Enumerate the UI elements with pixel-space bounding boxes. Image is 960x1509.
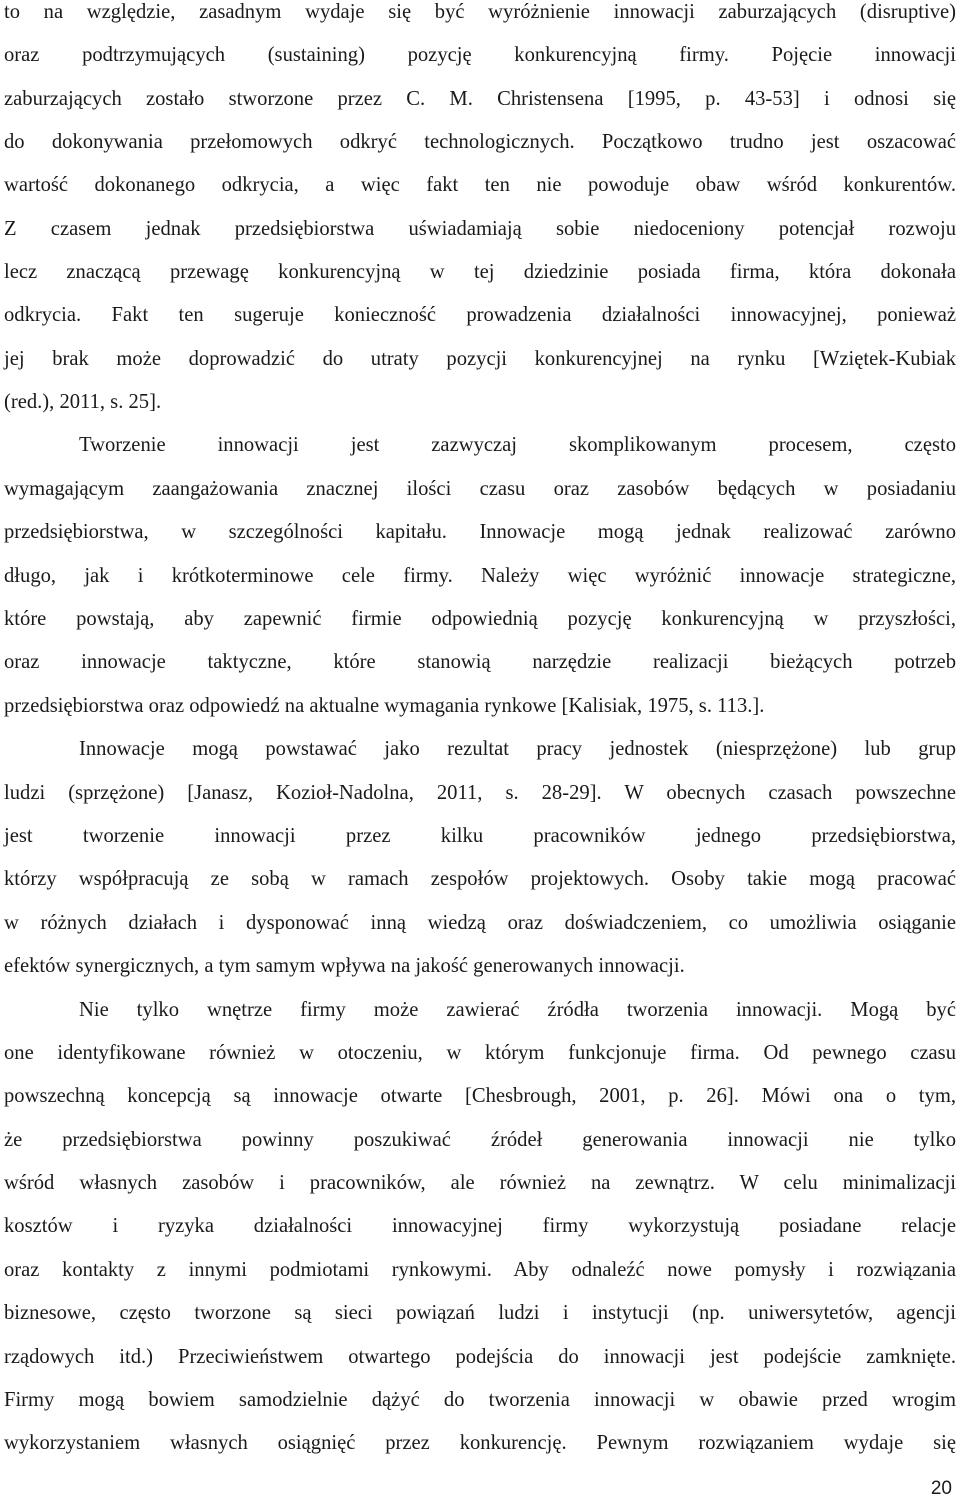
text-line: Firmy mogą bowiem samodzielnie dążyć do tworzenia innowacji w obawie przed wrogim [4,1389,956,1411]
paragraph-first-line: Nie tylko wnętrze firmy może zawierać źródła tworzenia innowacji. Mogą być [79,999,956,1021]
text-line: rządowych itd.) Przeciwieństwem otwartego podejścia do innowacji jest podejście zamknięte. [4,1346,956,1368]
text-line: wśród własnych zasobów i pracowników, ale również na zewnątrz. W celu minimalizacji [4,1172,956,1194]
text-line: długo, jak i krótkoterminowe cele firmy. Należy więc wyróżnić innowacje strategiczne, [4,565,956,587]
text-line: lecz znaczącą przewagę konkurencyjną w tej dziedzinie posiada firma, która dokonała [4,261,956,283]
text-line: to na względzie, zasadnym wydaje się być wyróżnienie innowacji zaburzających (disruptive) [4,1,956,23]
text-line: kosztów i ryzyka działalności innowacyjnej firmy wykorzystują posiadane relacje [4,1215,956,1237]
text-line: wartość dokonanego odkrycia, a więc fakt ten nie powoduje obaw wśród konkurentów. [4,174,956,196]
text-line: do dokonywania przełomowych odkryć technologicznych. Początkowo trudno jest oszacować [4,131,956,153]
text-line: oraz kontakty z innymi podmiotami rynkowymi. Aby odnaleźć nowe pomysły i rozwiązania [4,1259,956,1281]
paragraph-first-line: Innowacje mogą powstawać jako rezultat pracy jednostek (niesprzężone) lub grup [79,738,956,760]
text-line: jest tworzenie innowacji przez kilku pracowników jednego przedsiębiorstwa, [4,825,956,847]
text-line: ludzi (sprzężone) [Janasz, Kozioł-Nadolna, 2011, s. 28-29]. W obecnych czasach powszechne [4,782,956,804]
text-line: biznesowe, często tworzone są sieci powiązań ludzi i instytucji (np. uniwersytetów, agencji [4,1302,956,1324]
paragraph-first-line: Tworzenie innowacji jest zazwyczaj skomplikowanym procesem, często [79,434,956,456]
text-line: one identyfikowane również w otoczeniu, w którym funkcjonuje firma. Od pewnego czasu [4,1042,956,1064]
text-line: Z czasem jednak przedsiębiorstwa uświadamiają sobie niedoceniony potencjał rozwoju [4,218,956,240]
text-line: wymagającym zaangażowania znacznej ilości czasu oraz zasobów będących w posiadaniu [4,478,956,500]
text-line: powszechną koncepcją są innowacje otwarte [Chesbrough, 2001, p. 26]. Mówi ona o tym, [4,1085,956,1107]
paragraph-last-line: przedsiębiorstwa oraz odpowiedź na aktualne wymagania rynkowe [Kalisiak, 1975, s. 113.]. [4,695,765,717]
text-line: w różnych działach i dysponować inną wiedzą oraz doświadczeniem, co umożliwia osiąganie [4,912,956,934]
text-line: zaburzających zostało stworzone przez C. M. Christensena [1995, p. 43-53] i odnosi się [4,88,956,110]
text-line: odkrycia. Fakt ten sugeruje konieczność prowadzenia działalności innowacyjnej, ponieważ [4,304,956,326]
text-line: wykorzystaniem własnych osiągnięć przez konkurencję. Pewnym rozwiązaniem wydaje się [4,1432,956,1454]
page-number: 20 [930,1478,952,1499]
paragraph-last-line: (red.), 2011, s. 25]. [4,391,162,413]
text-line: przedsiębiorstwa, w szczególności kapitału. Innowacje mogą jednak realizować zarówno [4,521,956,543]
text-line: jej brak może doprowadzić do utraty pozycji konkurencyjnej na rynku [Wziętek-Kubiak [4,348,956,370]
paragraph-last-line: efektów synergicznych, a tym samym wpływa na jakość generowanych innowacji. [4,955,685,977]
text-line: oraz podtrzymujących (sustaining) pozycję konkurencyjną firmy. Pojęcie innowacji [4,44,956,66]
text-line: oraz innowacje taktyczne, które stanowią narzędzie realizacji bieżących potrzeb [4,651,956,673]
text-line: że przedsiębiorstwa powinny poszukiwać źródeł generowania innowacji nie tylko [4,1129,956,1151]
text-line: którzy współpracują ze sobą w ramach zespołów projektowych. Osoby takie mogą pracować [4,868,956,890]
text-line: które powstają, aby zapewnić firmie odpowiednią pozycję konkurencyjną w przyszłości, [4,608,956,630]
